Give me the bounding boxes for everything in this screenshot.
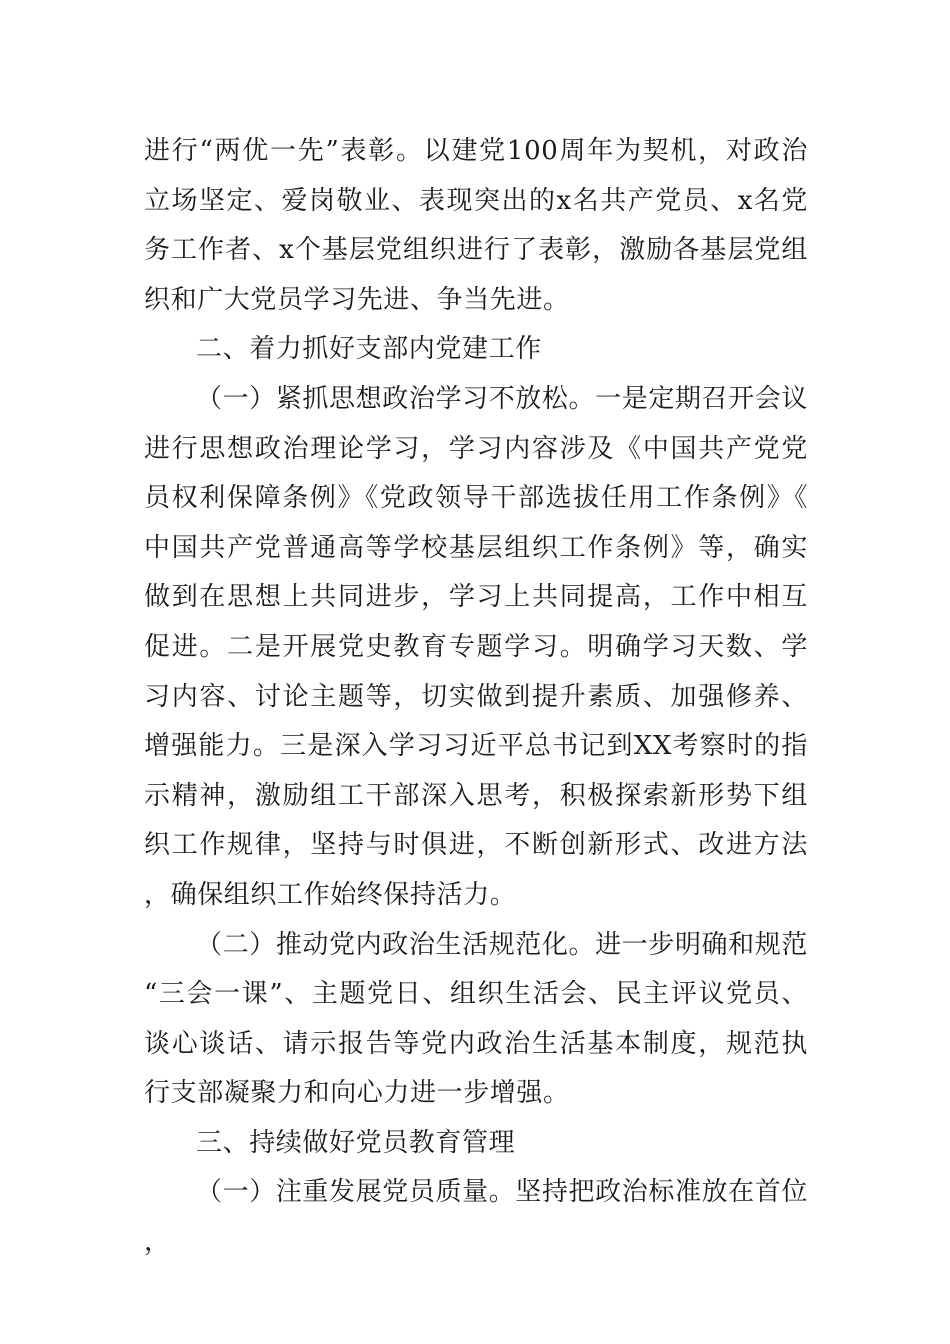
section-heading-3: 三、持续做好党员教育管理 [196, 1127, 516, 1158]
paragraph-political-life: （二）推动党内政治生活规范化。进一步明确和规范“三会一课”、主题党日、组织生活会、民主评议党员、谈心谈话、请示报告等党内政治生活基本制度，规范执行支部凝聚力和向心力进一步增强。 [144, 929, 808, 1109]
paragraph-political-study: （一）紧抓思想政治学习不放松。一是定期召开会议进行思想政治理论学习，学习内容涉及《中国共产党党员权利保障条例》《党政领导干部选拔任用工作条例》《中国共产党普通高等学校基层组织工作条例》等，确实做到在思想上共同进步，学习上共同提高，工作中相互促进。二是开展党史教育专题学习。明确学习天数、学习内容、讨论主题等，切实做到提升素质、加强修养、增强能力。三是深入学习习近平总书记到XX考察时的指示精神，激励组工干部深入思考，积极探索新形势下组织工作规律，坚持与时俱进，不断创新形式、改进方法，确保组织工作始终保持活力。 [144, 383, 808, 910]
section-heading-2: 二、着力抓好支部内党建工作 [196, 334, 542, 365]
document-body [144, 127, 808, 1268]
paragraph-commendation: 进行“两优一先”表彰。以建党100周年为契机，对政治立场坚定、爱岗敬业、表现突出的x名共产党员、x名党务工作者、x个基层党组织进行了表彰，激励各基层党组织和广大党员学习先进、争当先进。 [144, 136, 808, 315]
paragraph-member-quality: （一）注重发展党员质量。坚持把政治标准放在首位， [144, 1177, 808, 1258]
